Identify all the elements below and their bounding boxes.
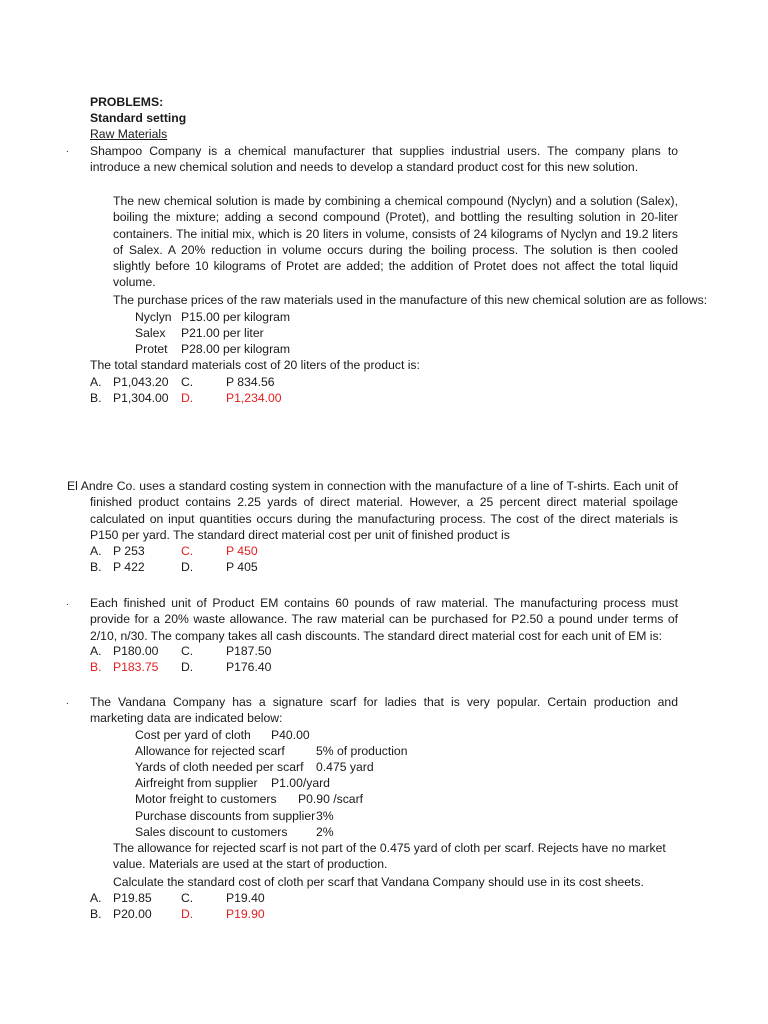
raw-materials-subheading: Raw Materials — [90, 127, 168, 141]
q4-item-label: Cost per yard of cloth — [135, 728, 251, 742]
choice-value: P 405 — [226, 560, 258, 574]
q4-item-value: 2% — [316, 825, 334, 839]
choice-letter: A. — [90, 375, 102, 389]
choice-value: P1,304.00 — [113, 391, 169, 405]
correct-choice-value: P183.75 — [113, 660, 159, 674]
choice-value: P 422 — [113, 560, 145, 574]
choice-letter: D. — [181, 660, 194, 674]
q4-instruction: Calculate the standard cost of cloth per scarf that Vandana Company should use in its cost sheets. — [113, 875, 644, 889]
choice-letter: C. — [181, 644, 194, 658]
problems-heading: PROBLEMS: — [90, 95, 164, 109]
q1-intro: Shampoo Company is a chemical manufacturer that supplies industrial users. The company plans to introduce a new chemical solution and needs to develop a standard product cost for this new solution. — [90, 144, 678, 175]
q4-item-value: P1.00/yard — [271, 776, 330, 790]
choice-value: P19.85 — [113, 891, 152, 905]
choice-letter: C. — [181, 375, 194, 389]
choice-value: P19.40 — [226, 891, 265, 905]
q4-item-value: P40.00 — [271, 728, 310, 742]
choice-letter: D. — [181, 560, 194, 574]
q4-item-label: Purchase discounts from supplier — [135, 809, 316, 823]
q4-item-value: 5% of production — [316, 744, 408, 758]
correct-choice-value: P 450 — [226, 544, 258, 558]
choice-value: P 253 — [113, 544, 145, 558]
q4-item-value: 0.475 yard — [316, 760, 374, 774]
choice-letter: A. — [90, 644, 102, 658]
correct-choice-letter: D. — [181, 907, 194, 921]
choice-value: P187.50 — [226, 644, 272, 658]
q1-price-name: Protet — [135, 342, 168, 356]
choice-letter: B. — [90, 907, 102, 921]
q2-text-content: El Andre Co. uses a standard costing system in connection with the manufacture of a line of T-shirts. Each unit of finished product contains 2.25 yards of direct material. However, a 25 percent direct material spoilage calculated on input quantities occurs during the manufacturing process. The cost of the direct materials is P150 per yard. The standard direct material cost per unit of finished product is — [67, 479, 678, 542]
q1-prices-intro: The purchase prices of the raw materials used in the manufacture of this new chemical solution are as follows: — [113, 293, 708, 307]
choice-value: P1,043.20 — [113, 375, 169, 389]
q4-item-label: Sales discount to customers — [135, 825, 288, 839]
choice-letter: B. — [90, 391, 102, 405]
q1-detail: The new chemical solution is made by combining a chemical compound (Nyclyn) and a solution (Salex), boiling the mixture; adding a second compound (Protet), and bottling the resulting solution in 20-liter containers. The initial mix, which is 20 liters in volume, consists of 24 kilograms of Nyclyn and 19.2 liters of Salex. A 20% reduction in volume occurs during the boiling process. The solution is then cooled slightly before 10 kilograms of Protet are added; the addition of Protet does not affect the total liquid volume. — [113, 194, 678, 290]
q1-price-value: P15.00 per kilogram — [181, 310, 291, 324]
choice-letter: B. — [90, 560, 102, 574]
choice-letter: A. — [90, 891, 102, 905]
q4-text: The Vandana Company has a signature scarf for ladies that is very popular. Certain production and marketing data are indicated below: — [90, 695, 678, 726]
choice-letter: C. — [181, 891, 194, 905]
q3-bullet: . — [66, 597, 69, 608]
q4-bullet: . — [66, 696, 69, 707]
choice-letter: A. — [90, 544, 102, 558]
correct-choice-value: P19.90 — [226, 907, 265, 921]
q1-price-value: P21.00 per liter — [181, 326, 264, 340]
standard-setting-heading: Standard setting — [90, 111, 187, 125]
q4-item-label: Airfreight from supplier — [135, 776, 258, 790]
choice-value: P20.00 — [113, 907, 152, 921]
q4-item-label: Motor freight to customers — [135, 792, 277, 806]
q1-question: The total standard materials cost of 20 liters of the product is: — [90, 358, 420, 372]
q2-text — [67, 478, 678, 543]
q4-note: The allowance for rejected scarf is not part of the 0.475 yard of cloth per scarf. Rejects have no market value. Materials are used at the start of production. — [113, 841, 666, 872]
correct-choice-letter: C. — [181, 544, 194, 558]
q1-price-name: Salex — [135, 326, 166, 340]
correct-choice-letter: B. — [90, 660, 102, 674]
q4-item-label: Yards of cloth needed per scarf — [135, 760, 304, 774]
q1-price-value: P28.00 per kilogram — [181, 342, 291, 356]
correct-choice-letter: D. — [181, 391, 194, 405]
q4-item-value: 3% — [316, 809, 334, 823]
q1-bullet: . — [66, 144, 69, 155]
q1-price-name: Nyclyn — [135, 310, 172, 324]
q4-item-value: P0.90 /scarf — [298, 792, 364, 806]
choice-value: P 834.56 — [226, 375, 275, 389]
q4-item-label: Allowance for rejected scarf — [135, 744, 285, 758]
q3-text: Each finished unit of Product EM contains 60 pounds of raw material. The manufacturing process must provide for a 20% waste allowance. The raw material can be purchased for P2.50 a pound under terms of 2/10, n/30. The company takes all cash discounts. The standard direct material cost for each unit of EM is: — [90, 596, 678, 643]
choice-value: P176.40 — [226, 660, 272, 674]
correct-choice-value: P1,234.00 — [226, 391, 282, 405]
choice-value: P180.00 — [113, 644, 159, 658]
